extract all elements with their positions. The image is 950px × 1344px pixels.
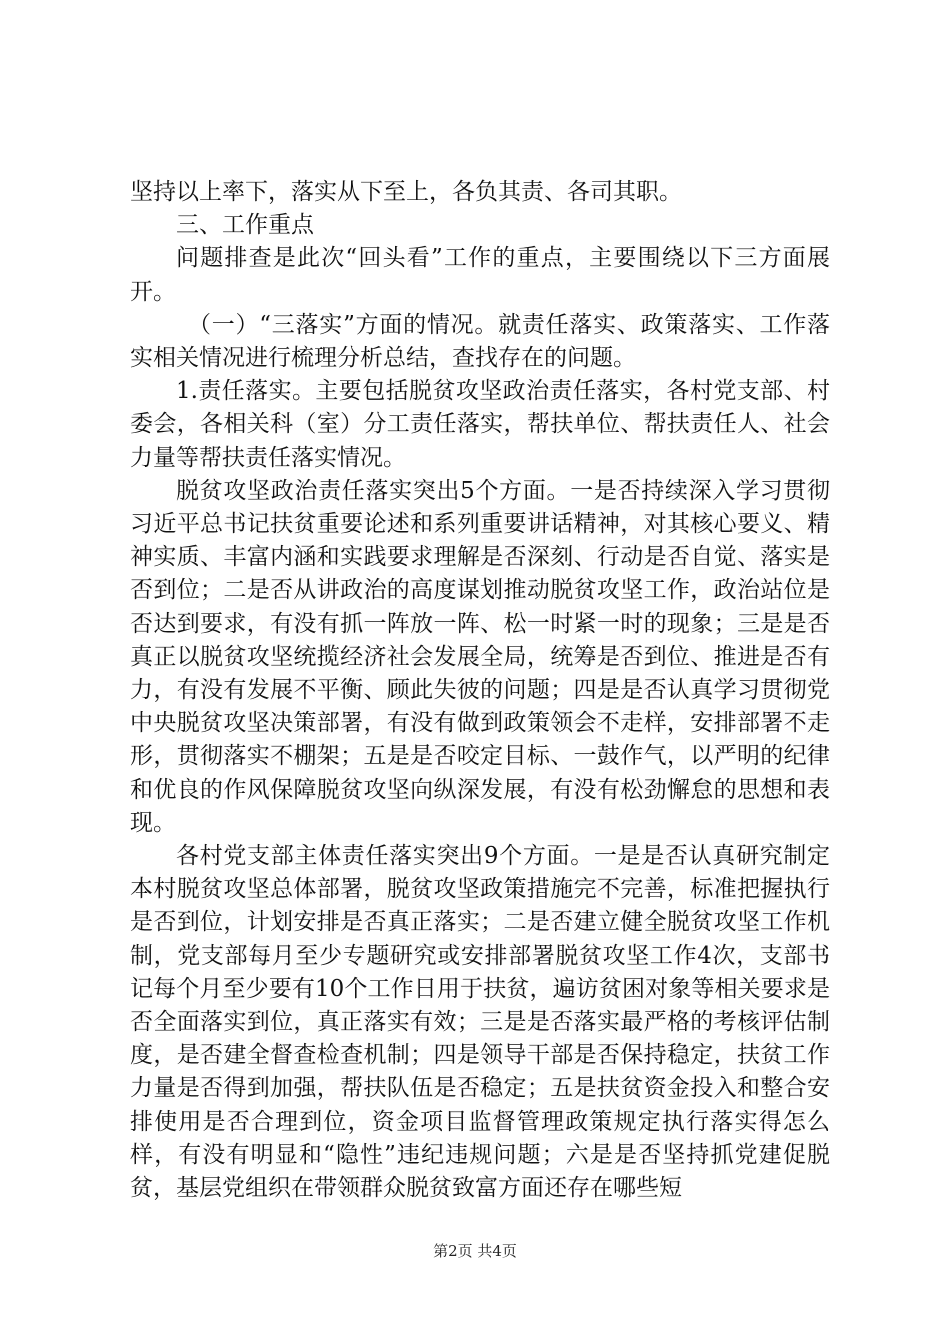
paragraph-responsibility: 1.责任落实。主要包括脱贫攻坚政治责任落实，各村党支部、村委会，各相关科（室）分工责任落实，帮扶单位、帮扶责任人、社会力量等帮扶责任落实情况。 bbox=[130, 378, 830, 471]
paragraph-continuation: 坚持以上率下，落实从下至上，各负其责、各司其职。 bbox=[130, 179, 682, 205]
paragraph-intro: 问题排查是此次“回头看”工作的重点，主要围绕以下三方面展开。 bbox=[130, 245, 830, 305]
subsection-heading: （一）“三落实”方面的情况。就责任落实、政策落实、工作落实相关情况进行梳理分析总结，查找存在的问题。 bbox=[130, 311, 830, 372]
section-heading: 三、工作重点 bbox=[176, 212, 314, 239]
paragraph-party-branch: 各村党支部主体责任落实突出9个方面。一是是否认真研究制定本村脱贫攻坚总体部署，脱贫攻坚政策措施完不完善，标准把握执行是否到位，计划安排是否真正落实；二是否建立健全脱贫攻坚工作机制，党支部每月至少专题研究或安排部署脱贫攻坚工作4次，支部书记每个月至少要有10个工作日用于扶贫，遍访贫困对象等相关要求是否全面落实到位，真正落实有效；三是是否落实最严格的考核评估制度，是否建全督查检查机制；四是领导干部是否保持稳定，扶贫工作力量是否得到加强，帮扶队伍是否稳定；五是扶贫资金投入和整合安排使用是否合理到位，资金项目监督管理政策规定执行落实得怎么样，有没有明显和“隐性”违纪违规问题；六是是否坚持抓党建促脱贫，基层党组织在带领群众脱贫致富方面还存在哪些短 bbox=[130, 843, 830, 1202]
page-footer: 第2页 共4页 bbox=[433, 1242, 517, 1260]
paragraph-political-responsibility: 脱贫攻坚政治责任落实突出5个方面。一是否持续深入学习贯彻习近平总书记扶贫重要论述和系列重要讲话精神，对其核心要义、精神实质、丰富内涵和实践要求理解是否深刻、行动是否自觉、落实是否到位；二是否从讲政治的高度谋划推动脱贫攻坚工作，政治站位是否达到要求，有没有抓一阵放一阵、松一时紧一时的现象；三是是否真正以脱贫攻坚统揽经济社会发展全局，统筹是否到位、推进是否有力，有没有发展不平衡、顾此失彼的问题；四是是否认真学习贯彻党中央脱贫攻坚决策部署，有没有做到政策领会不走样，安排部署不走形，贯彻落实不棚架；五是是否咬定目标、一鼓作气，以严明的纪律和优良的作风保障脱贫攻坚向纵深发展，有没有松劲懈怠的思想和表现。 bbox=[130, 477, 830, 836]
document-body bbox=[130, 176, 830, 1205]
